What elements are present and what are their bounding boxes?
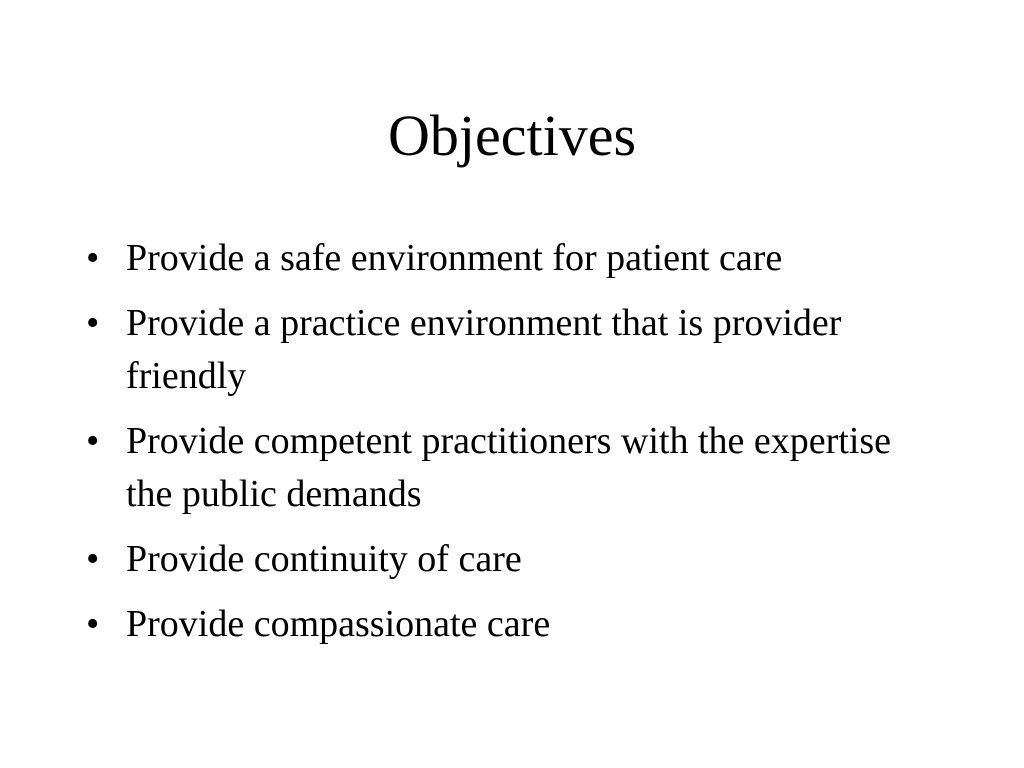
bullet-text: Provide compassionate care bbox=[126, 603, 551, 645]
slide-title: Objectives bbox=[387, 103, 637, 168]
bullet-icon: • bbox=[86, 603, 100, 645]
bullet-text: Provide a practice environment that is provider friendly bbox=[126, 302, 842, 397]
bullet-icon: • bbox=[86, 538, 100, 580]
bullet-item bbox=[86, 415, 936, 521]
bullet-icon: • bbox=[86, 420, 100, 462]
bullet-item bbox=[86, 232, 936, 285]
bullet-item bbox=[86, 533, 936, 586]
bullet-icon: • bbox=[86, 302, 100, 344]
bullet-item bbox=[86, 598, 936, 651]
bullet-text: Provide a safe environment for patient care bbox=[126, 237, 783, 279]
bullet-icon: • bbox=[86, 237, 100, 279]
bullet-text: Provide continuity of care bbox=[126, 538, 522, 580]
bullet-item bbox=[86, 297, 936, 403]
bullet-list bbox=[86, 232, 936, 663]
bullet-text: Provide competent practitioners with the expertise the public demands bbox=[126, 420, 892, 515]
